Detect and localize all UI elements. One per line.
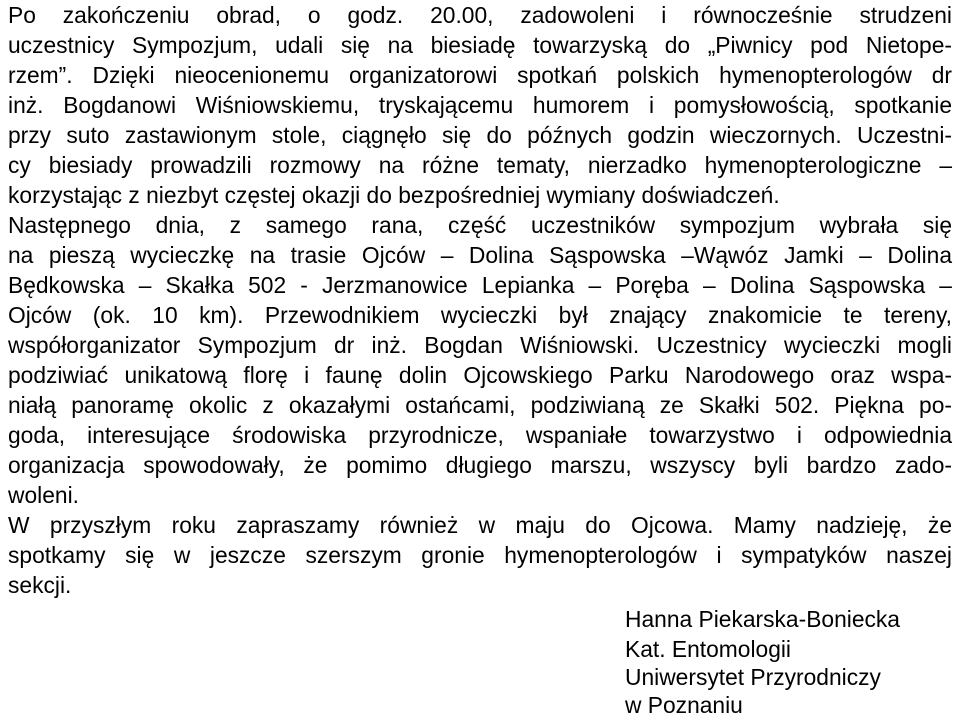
paragraph-1-line-6: cy biesiady prowadzili rozmowy na różne tematy, nierzadko hymenopterologiczne – xyxy=(8,152,952,178)
paragraph-1-line-3: rzem”. Dzięki nieocenionemu organizatorowi spotkań polskich hymenopterologów dr xyxy=(8,62,952,88)
paragraph-2-line-9: organizacja spowodowały, że pomimo długiego marszu, wszyscy byli bardzo zado- xyxy=(8,452,952,478)
paragraph-1-line-1: Po zakończeniu obrad, o godz. 20.00, zadowoleni i równocześnie strudzeni xyxy=(8,2,952,28)
paragraph-2-line-1: Następnego dnia, z samego rana, część uczestników sympozjum wybrała się xyxy=(8,212,952,238)
paragraph-3-line-3: sekcji. xyxy=(8,572,72,598)
signature-university: Uniwersytet Przyrodniczy xyxy=(625,664,881,690)
paragraph-2-line-5: współorganizator Sympozjum dr inż. Bogdan Wiśniowski. Uczestnicy wycieczki mogli xyxy=(8,332,952,358)
paragraph-2-line-7: niałą panoramę okolic z okazałymi ostańcami, podziwianą ze Skałki 502. Piękna po- xyxy=(8,392,952,418)
signature-department: Kat. Entomologii xyxy=(625,636,792,662)
paragraph-2-line-10: woleni. xyxy=(8,482,79,508)
paragraph-1-line-4: inż. Bogdanowi Wiśniowskiemu, tryskającemu humorem i pomysłowością, spotkanie xyxy=(8,92,952,118)
paragraph-2-line-6: podziwiać unikatową florę i faunę dolin Ojcowskiego Parku Narodowego oraz wspa- xyxy=(8,362,952,388)
paragraph-2-line-3: Będkowska – Skałka 502 - Jerzmanowice Lepianka – Poręba – Dolina Sąspowska – xyxy=(8,272,952,298)
paragraph-1-line-5: przy suto zastawionym stole, ciągnęło się do późnych godzin wieczornych. Uczestni- xyxy=(8,122,952,148)
paragraph-3-line-2: spotkamy się w jeszcze szerszym gronie hymenopterologów i sympatyków naszej xyxy=(8,542,952,568)
paragraph-1-line-2: uczestnicy Sympozjum, udali się na biesiadę towarzyską do „Piwnicy pod Nietope- xyxy=(8,32,952,58)
signature-city: w Poznaniu xyxy=(625,692,743,718)
paragraph-2-line-2: na pieszą wycieczkę na trasie Ojców – Dolina Sąspowska –Wąwóz Jamki – Dolina xyxy=(8,242,952,268)
paragraph-2-line-4: Ojców (ok. 10 km). Przewodnikiem wycieczki był znający znakomicie te tereny, xyxy=(8,302,952,328)
paragraph-1-line-7: korzystając z niezbyt częstej okazji do bezpośredniej wymiany doświadczeń. xyxy=(8,182,780,208)
paragraph-2-line-8: goda, interesujące środowiska przyrodnicze, wspaniałe towarzystwo i odpowiednia xyxy=(8,422,952,448)
paragraph-3-line-1: W przyszłym roku zapraszamy również w maju do Ojcowa. Mamy nadzieję, że xyxy=(8,512,952,538)
signature-name: Hanna Piekarska-Boniecka xyxy=(625,606,900,632)
